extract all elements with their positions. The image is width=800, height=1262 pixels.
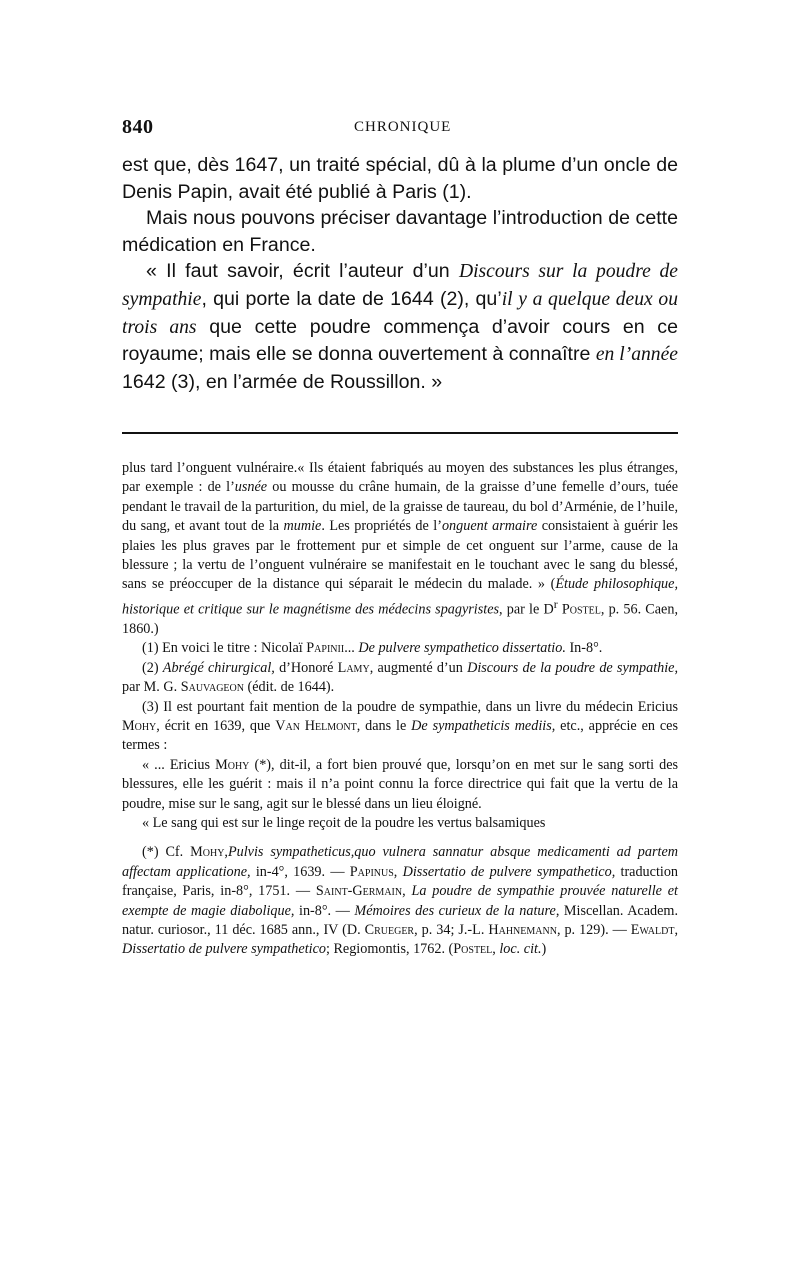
paragraph-1: est que, dès 1647, un traité spécial, dû à la plume d’un oncle de Denis Papin, avait été publié à Paris (1). <box>122 154 678 203</box>
text-run: , <box>393 863 403 880</box>
text-run: , <box>402 883 412 900</box>
italic-run: Étude philosophique, historique et critique sur le magnétisme des médecins spagyristes <box>122 576 678 618</box>
italic-run: mumie <box>283 518 322 535</box>
text-run: ; Regiomontis, 1762. ( <box>325 941 454 958</box>
text-run: . Les propriétés de l’ <box>321 518 442 535</box>
paragraph-3-quote <box>122 258 678 395</box>
text-run: , qui porte la date de 1644 (2), qu’ <box>201 287 502 310</box>
author-name: Papinii <box>306 640 345 657</box>
footnote-divider <box>122 432 678 434</box>
text-run: par M. G. <box>122 679 181 696</box>
text-run: , p. 34; J.-L. <box>414 922 489 939</box>
footnote-3-quote-2: « Le sang qui est sur le linge reçoit de la poudre les vertus balsamiques <box>142 815 546 832</box>
author-name: Saint-Germain <box>315 883 403 900</box>
text-run: , <box>492 941 500 958</box>
author-name: Mohy <box>122 718 157 735</box>
text-run: (1) En voici le titre : Nicolaï <box>142 640 307 657</box>
italic-run: Dissertatio de pulvere sympathetico, <box>402 863 616 880</box>
text-run: (2) <box>142 659 163 676</box>
text-run: , <box>224 844 228 861</box>
text-run: que cette poudre commença d’avoir cours en ce royaume; mais elle se donna ouvertement à connaître <box>122 315 678 366</box>
text-run: d’Honoré <box>274 659 338 676</box>
text-run: ... <box>344 640 359 657</box>
text-run: consistaient à guérir les plaies les plus graves par le frottement pur et simple de cet onguent sur l’arme, cause de la blessure ; la vertu de l’onguent vulnéraire se manifestait en le touchant avec le sang du blessé, sans se préoccuper de la distance qui séparait le médecin du malade. » ( <box>122 518 678 593</box>
text-run: ) <box>541 941 547 958</box>
text-run: , p. 56. Caen, 1860.) <box>122 601 678 637</box>
italic-run: onguent armaire <box>441 518 538 535</box>
italic-run: Dissertatio de pulvere sympathetico <box>122 941 326 958</box>
author-name: Postel <box>453 941 493 958</box>
italic-run: Pulvis sympatheticus,quo vulnera sannatur absque medicamenti ad partem affectam applicatione, <box>122 844 678 880</box>
text-run: in-4°, 1639. — <box>250 863 350 880</box>
text-run: In-8°. <box>565 640 603 657</box>
footnote-3 <box>122 698 678 756</box>
paragraph-2: Mais nous pouvons préciser davantage l’introduction de cette médication en France. <box>122 207 678 256</box>
text-run: traduction française, Paris, in-8°, 1751. — <box>122 863 679 900</box>
italic-run: Mémoires des curieux de la nature <box>354 902 556 919</box>
text-run: , Miscellan. Academ. natur. curiosor., 11 déc. 1685 ann., IV (D. <box>122 902 679 939</box>
footnote-3-quote-1 <box>122 756 678 814</box>
italic-run: De pulvere sympathetico dissertatio. <box>358 640 566 657</box>
running-title: CHRONIQUE <box>354 119 452 135</box>
spacer <box>122 833 678 843</box>
footnotes <box>122 459 678 960</box>
italic-run: Discours sur la poudre de sympathie <box>122 261 678 310</box>
text-run: in-8°. — <box>294 902 355 919</box>
text-run: ou mousse du crâne humain, de la graisse d’une femelle d’ours, tuée pendant le travail de la parturition, du miel, de la graisse de taureau, du bol d’Arménie, de l’huile, du sang, et avant tout de la <box>122 479 679 535</box>
footnote-continuation <box>122 459 678 639</box>
text-run: , dans le <box>356 718 412 735</box>
author-name: Mohy <box>190 844 225 861</box>
italic-run: Discours de la poudre de sympathie, <box>467 659 679 676</box>
footnote-2 <box>122 659 678 698</box>
text-run: (édit. de 1644). <box>243 679 335 696</box>
author-name: Crueger <box>364 922 415 939</box>
italic-run: en l’année <box>595 344 678 366</box>
footnote-1 <box>122 639 678 658</box>
author-name: Papinus <box>349 863 394 880</box>
superscript-run: r <box>553 596 558 611</box>
author-name: Sauvageon <box>180 679 244 696</box>
author-name: Mohy <box>215 756 250 773</box>
italic-run: loc. cit. <box>499 941 542 958</box>
text-run: 1642 (3), en l’armée de Roussillon. » <box>122 370 443 393</box>
text-run: « ... Ericius <box>142 756 216 773</box>
text-run: , par le D <box>499 601 554 618</box>
text-run: (*), dit-il, a fort bien prouvé que, lorsqu’on en met sur le sang sorti des blessures, elle les guérit : mais il n’a point connu la force directrice qui fait que la vertu de la poudre, mise sur le sang, agit sur le blessé dans un lieu éloigné. <box>122 756 679 812</box>
italic-run: il y a quelque deux ou trois ans <box>122 288 678 338</box>
author-name: Postel <box>557 601 601 618</box>
page-number: 840 <box>122 116 154 138</box>
text-run: , p. 129). — <box>556 922 631 939</box>
text-run: plus tard l’onguent vulnéraire.« Ils étaient fabriqués au moyen des substances les plus étranges, par exemple : de l’ <box>122 460 678 496</box>
text-run: etc., apprécie en ces termes : <box>122 718 678 754</box>
author-name: Ewaldt <box>630 922 675 939</box>
author-name: Lamy <box>337 659 370 676</box>
italic-run: Abrégé chirurgical, <box>162 659 275 676</box>
italic-run: La poudre de sympathie prouvée naturelle et exempte de magie diabolique, <box>122 883 678 919</box>
italic-run: usnée <box>234 479 268 496</box>
text-run: (*) Cf. <box>142 844 191 861</box>
text-run: « Il faut savoir, écrit l’auteur d’un <box>146 260 459 283</box>
text-run: , écrit en 1639, que <box>156 718 276 735</box>
text-run: , <box>674 922 679 939</box>
italic-run: De sympatheticis mediis, <box>411 718 556 735</box>
page-header <box>122 116 678 140</box>
author-name: Hahnemann <box>488 922 557 939</box>
footnote-star <box>122 843 678 959</box>
author-name: Van Helmont <box>275 718 357 735</box>
text-run: (3) Il est pourtant fait mention de la poudre de sympathie, dans un livre du médecin Ericius <box>142 698 678 715</box>
main-text <box>122 152 678 395</box>
text-run: , augmenté d’un <box>369 659 468 676</box>
